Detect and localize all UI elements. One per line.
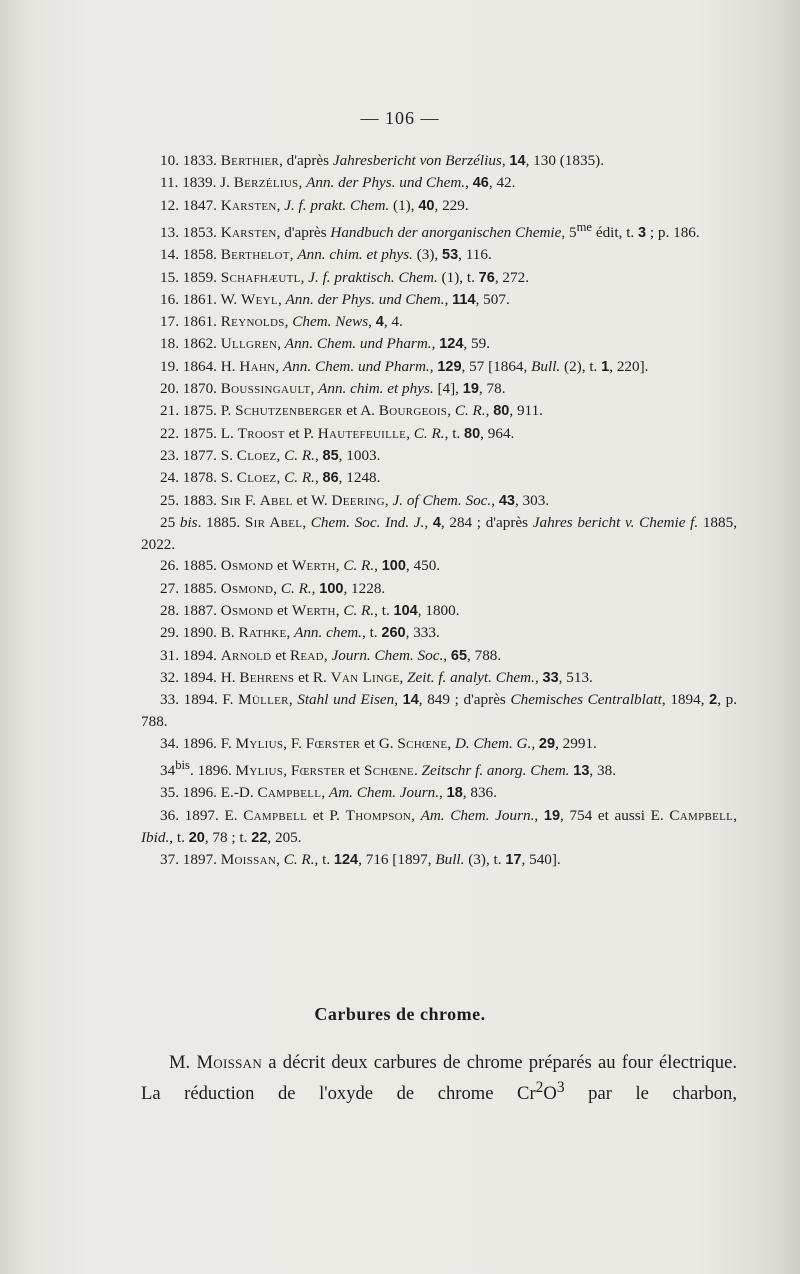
- reference-entry: [141, 849, 737, 871]
- reference-entry: [141, 512, 737, 556]
- text-run: ,: [431, 335, 440, 353]
- text-run: , 303.: [514, 491, 550, 509]
- author-name: Bourgeois: [378, 402, 448, 420]
- text-run: ,: [288, 691, 298, 709]
- author-name: Campbell: [257, 784, 322, 802]
- author-name: Abel: [259, 491, 293, 509]
- journal-title: Jahres bericht v. Chemie f.: [532, 513, 699, 531]
- text-run: 32. 1894. H.: [160, 668, 240, 686]
- text-run: 12. 1847.: [160, 196, 221, 214]
- text-run: et: [273, 602, 292, 619]
- text-run: ,: [283, 762, 291, 780]
- text-run: , 57 [1864,: [461, 357, 532, 375]
- journal-title: C. R.: [284, 446, 315, 464]
- text-run: et P.: [307, 806, 346, 824]
- text-run: ,: [374, 557, 382, 575]
- author-name: Fœrster: [290, 762, 346, 780]
- reference-entry: [141, 689, 737, 733]
- journal-title: Bull.: [531, 357, 561, 375]
- volume-number: 86: [322, 470, 339, 487]
- reference-entry: [141, 333, 737, 355]
- text-run: 11. 1839. J.: [160, 174, 234, 192]
- reference-entry: [141, 267, 737, 289]
- journal-title: Chem. News: [292, 313, 369, 331]
- text-run: , 1800.: [417, 602, 460, 619]
- volume-number: 80: [464, 425, 481, 442]
- text-run: , t.: [314, 851, 334, 869]
- author-name: Sir Abel: [244, 513, 303, 531]
- text-run: , 1003.: [338, 446, 381, 464]
- author-name: Hautefeuille: [317, 424, 407, 442]
- text-run: 34. 1896. F.: [160, 734, 236, 752]
- author-name: Ullgren: [220, 335, 278, 353]
- reference-entry: [141, 356, 737, 378]
- text-run: et: [345, 762, 364, 780]
- text-run: 29. 1890. B.: [160, 624, 239, 642]
- text-run: 15. 1859.: [160, 268, 221, 286]
- author-name: Rathke: [238, 624, 287, 642]
- text-run: , 754 et aussi E.: [560, 806, 670, 824]
- journal-title: Ann. chim. et phys.: [297, 246, 413, 264]
- text-run: 10. 1833.: [160, 152, 221, 169]
- author-name: Osmond: [220, 557, 274, 575]
- text-run: 26. 1885.: [160, 557, 221, 575]
- journal-title: Ann. Chem. und Pharm.: [282, 357, 430, 375]
- text-run: ,: [276, 446, 285, 464]
- volume-number: 76: [478, 269, 495, 286]
- author-name: Weyl: [241, 290, 278, 308]
- author-name: Berthier: [220, 152, 280, 169]
- text-run: 37. 1897.: [160, 851, 221, 869]
- journal-title: J. of Chem. Soc.: [392, 491, 492, 509]
- reference-entry: [141, 195, 737, 217]
- reference-entry: [141, 667, 737, 689]
- volume-number: 129: [437, 358, 462, 375]
- text-run: , 964.: [480, 424, 515, 442]
- text-run: ,: [406, 424, 414, 442]
- volume-number: 46: [472, 175, 489, 192]
- reference-entry: [141, 378, 737, 400]
- text-run: 16. 1861. W.: [160, 290, 242, 308]
- text-run: ,: [501, 152, 510, 169]
- author-name: Schutzenberger: [235, 402, 343, 420]
- reference-entry: [141, 150, 737, 172]
- body-paragraph: [141, 1050, 737, 1106]
- journal-title: Ann. chim. et phys.: [318, 380, 434, 398]
- author-name: Hahn: [239, 357, 276, 375]
- text-run: ,: [298, 174, 307, 192]
- text-run: , 1228.: [343, 579, 386, 597]
- reference-entry: [141, 244, 737, 266]
- volume-number: 17: [505, 852, 522, 869]
- text-run: , d'après: [276, 223, 331, 241]
- author-name: Sir: [220, 491, 242, 509]
- text-run: , 205.: [267, 829, 302, 847]
- text-run: ,: [443, 646, 451, 664]
- text-run: ,: [447, 402, 455, 420]
- journal-title: C. R.: [413, 424, 445, 442]
- volume-number: 14: [509, 153, 526, 169]
- text-run: , 4.: [383, 313, 403, 331]
- text-run: 24. 1878. S.: [160, 469, 237, 487]
- journal-title: Ann. der Phys. und Chem.: [306, 174, 466, 192]
- text-run: (3),: [412, 246, 443, 264]
- text-run: , 716 [1897,: [358, 851, 436, 869]
- reference-entry: [141, 217, 737, 244]
- reference-entry: [141, 578, 737, 600]
- reference-entry: [141, 400, 737, 422]
- volume-number: 29: [538, 735, 556, 752]
- author-name: Osmond: [220, 579, 274, 597]
- text-run: ,: [335, 557, 344, 575]
- text-run: et: [271, 646, 290, 664]
- text-run: 19. 1864. H.: [160, 357, 240, 375]
- text-run: 34: [160, 762, 176, 780]
- text-run: ,: [323, 646, 332, 664]
- text-run: ,: [444, 290, 453, 308]
- text-run: et A.: [342, 402, 379, 420]
- text-run: , p. 788.: [141, 691, 738, 731]
- text-run: (3), t.: [464, 851, 506, 869]
- text-run: (1), t.: [437, 268, 479, 286]
- journal-title: Ann. chem.: [294, 624, 362, 642]
- text-run: par le charbon,: [564, 1083, 737, 1105]
- journal-title: C. R.: [343, 557, 375, 575]
- journal-title: Chemisches Centralblatt: [510, 691, 662, 709]
- text-run: ,: [311, 579, 320, 597]
- text-run: , 1894,: [661, 691, 710, 709]
- volume-number: 85: [322, 447, 339, 464]
- author-name: Campbell: [243, 806, 308, 824]
- text-run: (1),: [389, 196, 419, 214]
- text-run: ,: [411, 806, 421, 824]
- text-run: ,: [273, 579, 281, 597]
- volume-number: 80: [493, 403, 510, 420]
- journal-title: Chem. Soc. Ind. J.: [310, 513, 425, 531]
- author-name: Mylius: [235, 762, 284, 780]
- text-run: , 2991.: [555, 734, 597, 752]
- text-run: , t.: [361, 624, 382, 642]
- text-run: , 38.: [589, 762, 616, 780]
- author-name: Read: [289, 646, 324, 664]
- text-run: , 116.: [458, 246, 492, 264]
- text-run: et: [273, 557, 292, 575]
- text-run: 21. 1875. P.: [160, 402, 236, 420]
- superscript: bis: [175, 758, 190, 773]
- journal-title: D. Chem. G.: [454, 734, 532, 752]
- text-run: ,: [534, 806, 544, 824]
- volume-number: 104: [393, 603, 418, 619]
- author-name: Berthelot: [220, 246, 290, 264]
- reference-entry: [141, 555, 737, 577]
- text-run: .: [413, 762, 422, 780]
- text-run: , 78.: [478, 380, 506, 398]
- reference-entry: [141, 445, 737, 467]
- text-run: 25. 1883.: [160, 491, 221, 509]
- journal-title: C. R.: [454, 402, 486, 420]
- journal-title: Jahresbericht von Berzélius: [332, 152, 502, 169]
- text-run: ,: [314, 446, 323, 464]
- text-run: , 911.: [509, 402, 543, 420]
- text-run: , 284 ; d'après: [440, 513, 533, 531]
- text-run: , 333.: [405, 624, 440, 642]
- volume-number: 1: [601, 358, 610, 375]
- text-run: ,: [276, 469, 285, 487]
- text-run: ,: [277, 335, 285, 353]
- volume-number: 18: [446, 785, 463, 802]
- text-run: 35. 1896. E.-D.: [160, 784, 258, 802]
- text-run: 18. 1862.: [160, 335, 221, 353]
- text-run: , 540].: [521, 851, 561, 869]
- volume-number: 100: [319, 580, 344, 597]
- reference-entry: [141, 172, 737, 194]
- reference-entry: [141, 645, 737, 667]
- text-run: et W.: [292, 491, 332, 509]
- text-run: a décrit deux carbures de chrome préparés au four électrique. La réduction de l'oxyde de chrome Cr: [141, 1052, 737, 1105]
- volume-number: 53: [442, 247, 459, 264]
- reference-entry: [141, 782, 737, 804]
- author-name: Troost: [237, 424, 285, 442]
- text-run: 13. 1853.: [160, 223, 221, 241]
- reference-entry: [141, 289, 737, 311]
- author-name: Thompson: [345, 806, 412, 824]
- reference-entry: [141, 622, 737, 644]
- text-run: ,: [335, 602, 344, 619]
- author-name: Campbell: [669, 806, 734, 824]
- author-name: Moissan: [196, 1052, 263, 1073]
- author-name: Cloez: [236, 469, 277, 487]
- reference-list: [141, 150, 737, 872]
- journal-title: Am. Chem. Journ.: [420, 806, 535, 824]
- volume-number: 124: [333, 852, 359, 869]
- text-run: 28. 1887.: [160, 602, 221, 619]
- journal-title: C. R.: [280, 579, 312, 597]
- text-run: , 220].: [609, 357, 649, 375]
- reference-entry: [141, 755, 737, 782]
- text-run: ,: [429, 357, 438, 375]
- journal-title: Am. Chem. Journ.: [328, 784, 440, 802]
- volume-number: 43: [498, 492, 515, 509]
- text-run: (2), t.: [560, 357, 602, 375]
- author-name: Werth: [291, 602, 336, 619]
- text-run: ,: [424, 513, 433, 531]
- text-run: ,: [276, 196, 285, 214]
- superscript: 2: [535, 1079, 544, 1096]
- text-run: ,: [314, 469, 323, 487]
- text-run: 20. 1870.: [160, 380, 221, 398]
- text-run: . 1885.: [197, 513, 245, 531]
- volume-number: 3: [638, 224, 647, 241]
- text-run: , 788.: [467, 646, 502, 664]
- text-run: [4],: [433, 380, 463, 398]
- text-run: édit, t.: [592, 223, 639, 241]
- text-run: ,: [491, 491, 499, 509]
- text-run: 31. 1894.: [160, 646, 221, 664]
- journal-title: J. f. prakt. Chem.: [284, 196, 390, 214]
- author-name: Arnold: [220, 646, 272, 664]
- text-run: 33. 1894. F.: [160, 691, 239, 709]
- text-run: ,: [277, 290, 286, 308]
- author-name: Werth: [291, 557, 336, 575]
- reference-entry: [141, 805, 737, 850]
- volume-number: 124: [439, 336, 464, 353]
- volume-number: 65: [450, 647, 468, 664]
- author-name: Deering: [331, 491, 385, 509]
- volume-number: 114: [452, 291, 476, 308]
- journal-title: Bull.: [435, 851, 465, 869]
- reference-entry: [141, 311, 737, 333]
- text-run: , F.: [283, 734, 306, 752]
- text-run: 14. 1858.: [160, 246, 221, 264]
- text-run: 27. 1885.: [160, 579, 221, 597]
- journal-title: C. R.: [343, 602, 375, 619]
- text-run: ; p. 186.: [646, 223, 700, 241]
- text-run: ,: [276, 851, 284, 869]
- volume-number: 40: [418, 197, 435, 214]
- author-name: Karsten: [220, 196, 277, 214]
- volume-number: 260: [381, 625, 406, 642]
- volume-number: 33: [542, 669, 559, 686]
- reference-entry: [141, 467, 737, 489]
- text-run: , t.: [444, 424, 465, 442]
- text-run: et R.: [294, 668, 331, 686]
- volume-number: 13: [573, 763, 590, 780]
- journal-title: Zeitschr f. anorg. Chem.: [421, 762, 570, 780]
- text-run: , t.: [374, 602, 394, 619]
- text-run: ,: [310, 380, 319, 398]
- text-run: , 272.: [494, 268, 529, 286]
- text-run: O: [543, 1083, 557, 1105]
- author-name: Schœne: [397, 734, 448, 752]
- author-name: Boussingault: [220, 380, 311, 398]
- volume-number: 19: [543, 807, 561, 824]
- volume-number: 100: [381, 558, 406, 575]
- text-run: , 130 (1835).: [525, 152, 605, 169]
- text-run: ,: [447, 734, 455, 752]
- author-name: Berzélius: [233, 174, 299, 192]
- author-name: Reynolds: [220, 313, 285, 331]
- journal-title: Zeit. f. analyt. Chem.: [407, 668, 535, 686]
- text-run: ,: [368, 313, 376, 331]
- journal-title: bis: [179, 513, 198, 531]
- text-run: ,: [733, 806, 737, 824]
- journal-title: Ann. Chem. und Pharm.: [284, 335, 432, 353]
- volume-number: 4: [375, 314, 384, 331]
- text-run: ,: [286, 624, 295, 642]
- volume-number: 22: [251, 830, 268, 847]
- journal-title: Stahl und Eisen: [297, 691, 395, 709]
- text-run: ,: [284, 313, 293, 331]
- journal-title: J. f. praktisch. Chem.: [308, 268, 438, 286]
- text-run: ,: [275, 357, 283, 375]
- volume-number: 14: [402, 692, 419, 709]
- text-run: et G.: [360, 734, 398, 752]
- text-run: ,: [439, 784, 447, 802]
- text-run: . 1896.: [189, 762, 236, 780]
- reference-entry: [141, 423, 737, 445]
- author-name: Mylius: [235, 734, 284, 752]
- text-run: , 1248.: [338, 469, 381, 487]
- author-name: Schafhæutl: [220, 268, 301, 286]
- journal-title: C. R.: [283, 851, 315, 869]
- page-number: — 106 —: [360, 108, 440, 128]
- section-heading: Carbures de chrome.: [314, 1004, 486, 1024]
- journal-title: C. R.: [284, 469, 315, 487]
- author-name: Karsten: [220, 223, 277, 241]
- text-run: ,: [485, 402, 494, 420]
- text-run: ,: [300, 268, 309, 286]
- text-run: , 836.: [462, 784, 497, 802]
- text-run: , 229.: [434, 196, 469, 214]
- text-run: ,: [302, 513, 311, 531]
- text-run: 22. 1875. L.: [160, 424, 238, 442]
- text-run: , 849 ; d'après: [418, 691, 511, 709]
- journal-title: Journ. Chem. Soc.: [331, 646, 444, 664]
- author-name: Osmond: [220, 602, 274, 619]
- text-run: , 78 ; t.: [204, 829, 252, 847]
- superscript: 3: [556, 1079, 565, 1096]
- volume-number: 19: [462, 381, 479, 398]
- text-run: , 59.: [463, 335, 490, 353]
- text-run: ,: [399, 668, 408, 686]
- reference-entry: [141, 490, 737, 512]
- reference-entry: [141, 733, 737, 755]
- volume-number: 4: [432, 514, 441, 531]
- text-run: ,: [289, 246, 298, 264]
- author-name: Müller: [238, 691, 289, 709]
- author-name: Schœne: [363, 762, 414, 780]
- journal-title: Ann. der Phys. und Chem.: [285, 290, 445, 308]
- text-run: ,: [465, 174, 473, 192]
- text-run: ,: [321, 784, 329, 802]
- text-run: 25: [160, 513, 180, 531]
- text-run: , 42.: [488, 174, 516, 192]
- text-run: 1885, 2022.: [141, 513, 738, 554]
- text-run: ,: [534, 668, 543, 686]
- text-run: , 513.: [558, 668, 593, 686]
- text-run: , 5: [561, 223, 577, 241]
- author-name: Fœrster: [305, 734, 361, 752]
- text-run: , d'après: [279, 152, 333, 169]
- text-run: , t.: [169, 829, 189, 847]
- text-run: 23. 1877. S.: [160, 446, 237, 464]
- superscript: me: [576, 219, 593, 234]
- journal-title: Handbuch der anorganischen Chemie: [330, 223, 562, 241]
- text-run: ,: [394, 691, 403, 709]
- text-run: et P.: [284, 424, 318, 442]
- author-name: Van Linge: [330, 668, 400, 686]
- volume-number: 20: [188, 830, 205, 847]
- journal-title: Ibid.: [141, 829, 170, 847]
- text-run: ,: [384, 491, 393, 509]
- text-run: M.: [169, 1052, 197, 1073]
- reference-entry: [141, 600, 737, 622]
- text-run: , 507.: [475, 290, 510, 308]
- text-run: F.: [241, 491, 260, 509]
- text-run: 17. 1861.: [160, 313, 221, 331]
- text-run: 36. 1897. E.: [160, 806, 244, 824]
- text-run: ,: [531, 734, 539, 752]
- author-name: Moissan: [220, 851, 277, 869]
- text-run: , 450.: [405, 557, 441, 575]
- author-name: Cloez: [236, 446, 277, 464]
- author-name: Behrens: [239, 668, 295, 686]
- volume-number: 2: [709, 692, 718, 709]
